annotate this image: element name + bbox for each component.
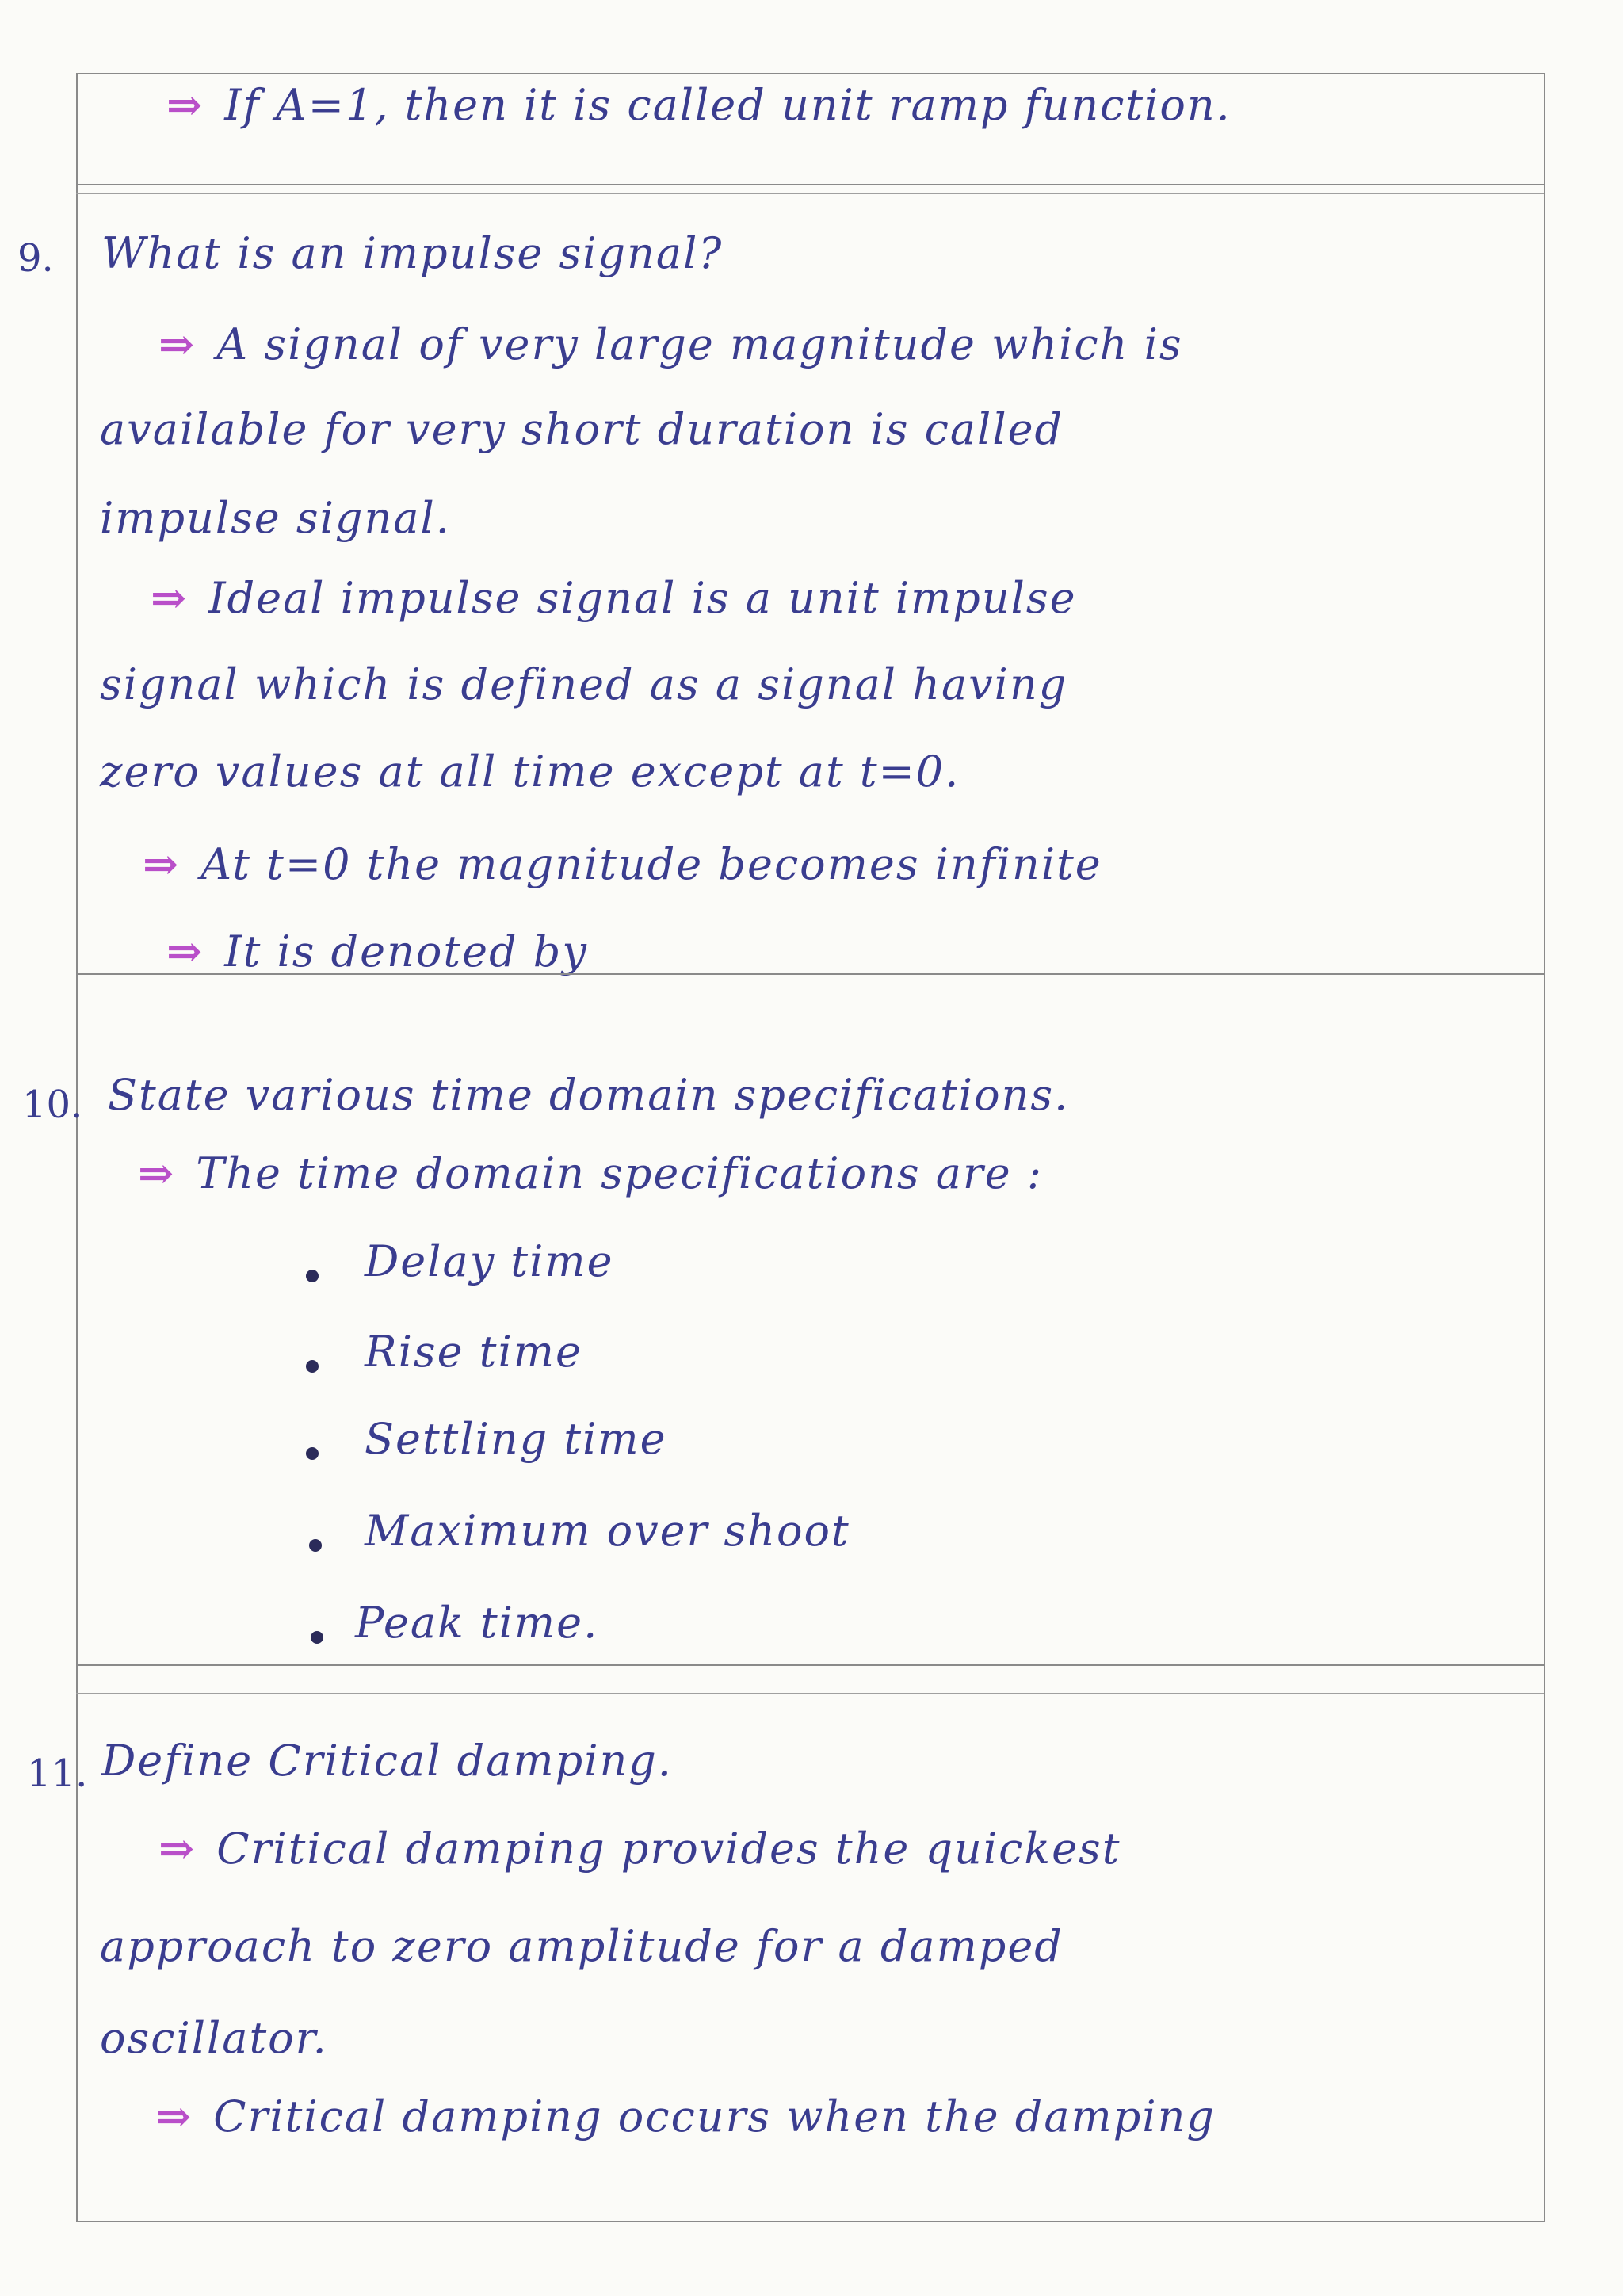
q9-answer-line-7: ⇒ At t=0 the magnitude becomes infinite — [143, 839, 1102, 889]
arrow-icon: ⇒ — [138, 1148, 176, 1198]
q9-answer-line-6: zero values at all time except at t=0. — [100, 747, 960, 797]
section-separator-11b — [76, 1693, 1544, 1694]
question-9-title: What is an impulse signal? — [101, 228, 724, 278]
q11-answer-line-3: oscillator. — [100, 2013, 328, 2063]
prev-answer-line: ⇒ If A=1, then it is called unit ramp function. — [166, 79, 1232, 130]
bottom-rule — [76, 2221, 1544, 2222]
question-10-title: State various time domain specifications. — [108, 1070, 1070, 1120]
question-number-11: 11. — [27, 1752, 88, 1796]
arrow-icon: ⇒ — [158, 1823, 197, 1874]
arrow-icon: ⇒ — [158, 319, 197, 369]
question-number-9: 9. — [17, 236, 54, 281]
q9-answer-line-1: ⇒ A signal of very large magnitude which is — [158, 319, 1183, 369]
section-separator-10 — [76, 973, 1544, 975]
q10-item-3: Settling time — [365, 1414, 667, 1464]
section-separator-9 — [76, 184, 1544, 185]
right-margin-line — [1544, 73, 1545, 2222]
q9-answer-line-8: ⇒ It is denoted by — [166, 926, 588, 976]
question-number-10: 10. — [22, 1083, 83, 1127]
q10-item-5: Peak time. — [355, 1598, 599, 1648]
q9-answer-line-5: signal which is defined as a signal having — [100, 659, 1068, 709]
q11-answer-line-1: ⇒ Critical damping provides the quickest — [158, 1823, 1121, 1874]
bullet-icon — [309, 1539, 322, 1552]
q11-answer-line-2: approach to zero amplitude for a damped — [100, 1921, 1064, 1971]
bullet-icon — [311, 1631, 323, 1644]
arrow-icon: ⇒ — [166, 926, 204, 976]
question-11-title: Define Critical damping. — [101, 1736, 673, 1786]
top-rule — [76, 73, 1544, 74]
q9-answer-line-2: available for very short duration is called — [100, 404, 1064, 454]
q9-answer-line-4: ⇒ Ideal impulse signal is a unit impulse — [151, 572, 1077, 623]
q10-item-4: Maximum over shoot — [365, 1506, 850, 1556]
q10-item-1: Delay time — [365, 1236, 614, 1286]
arrow-icon: ⇒ — [155, 2091, 193, 2141]
q10-item-2: Rise time — [365, 1327, 582, 1377]
section-separator-9b — [76, 193, 1544, 194]
bullet-icon — [306, 1360, 319, 1373]
q10-intro-line: ⇒ The time domain specifications are : — [138, 1148, 1044, 1198]
bullet-icon — [306, 1447, 319, 1460]
q9-answer-line-3: impulse signal. — [100, 493, 451, 543]
arrow-icon: ⇒ — [151, 572, 189, 623]
left-margin-line — [76, 73, 78, 2222]
bullet-icon — [306, 1270, 319, 1282]
arrow-icon: ⇒ — [143, 839, 181, 889]
section-separator-11 — [76, 1664, 1544, 1666]
q11-answer-line-4: ⇒ Critical damping occurs when the damping — [155, 2091, 1216, 2141]
arrow-icon: ⇒ — [166, 79, 204, 130]
